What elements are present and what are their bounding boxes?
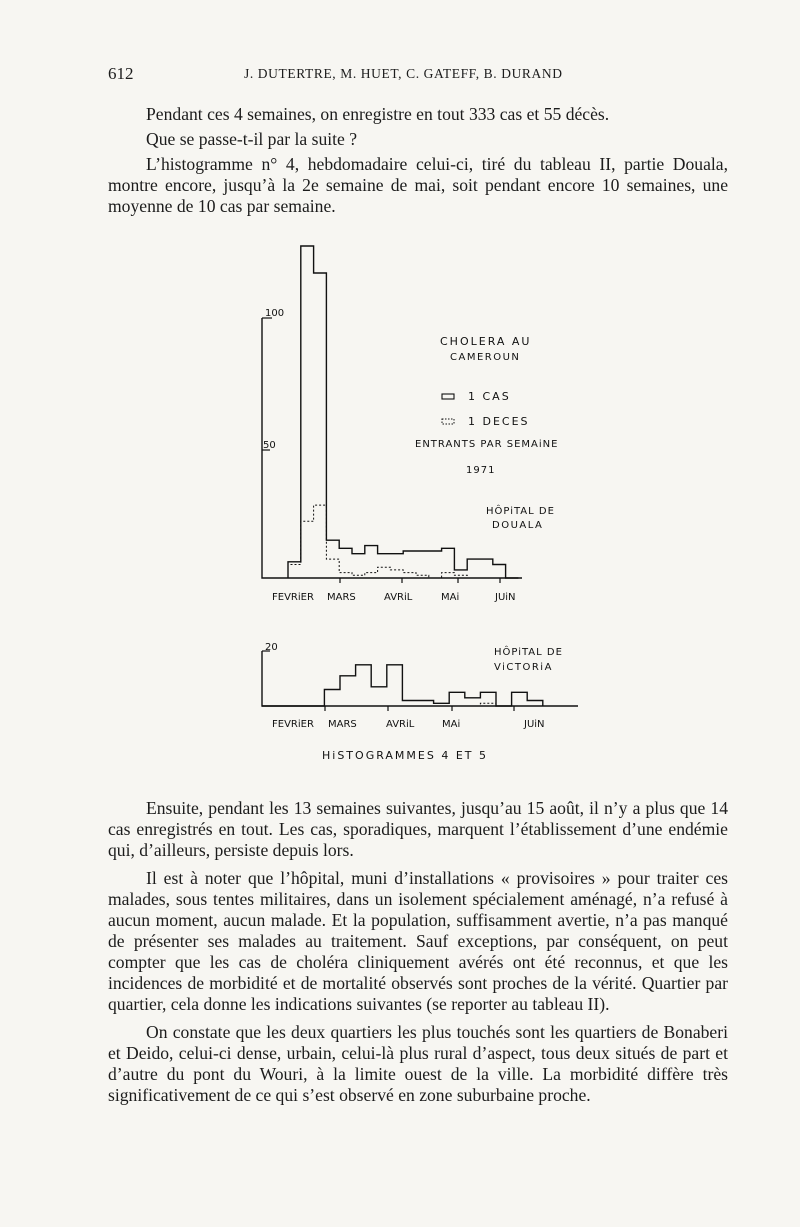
paragraph: L’histogramme n° 4, hebdomadaire celui-ci, tiré du tableau II, partie Douala, montre encore, jusqu’à la 2e semaine de mai, soit pendant encore 10 semaines, une moyenne de 10 cas par semaine. [108,154,728,216]
deaths-bar-week-8 [378,567,391,578]
cases-bar-week-7 [356,665,372,706]
x-tick-label-fevrier: FEVRiER [272,592,314,603]
x-tick-label-mai: MAi [442,719,461,730]
legend-deaths-swatch [442,419,454,424]
legend-year: 1971 [466,465,496,476]
deaths-bar-week-13 [442,573,455,578]
x-tick-label-mars: MARS [327,592,356,603]
cases-bar-week-8 [378,554,391,578]
legend-subtitle: ENTRANTS PAR SEMAiNE [415,439,559,450]
x-tick-label-juin: JUiN [495,592,516,603]
figure-caption: HiSTOGRAMMES 4 ET 5 [322,749,489,762]
cases-bar-week-13 [449,692,465,706]
x-tick-label-mars: MARS [328,719,357,730]
deaths-bar-week-4 [326,559,339,578]
cases-bar-week-11 [416,551,429,578]
body-text [108,798,728,1113]
cases-bar-week-18 [527,701,543,707]
deaths-bar-week-5 [339,573,352,578]
legend-title-line1: CHOLERA AU [440,335,532,348]
running-head: J. DUTERTRE, M. HUET, C. GATEFF, B. DURAND [244,66,563,81]
chart-victoria-title-line2: ViCTORiA [494,662,553,673]
paragraph: Il est à noter que l’hôpital, muni d’installations « provisoires » pour traiter ces malades, sous tentes militaires, dans un isolement spécialement aménagé, n’a refusé à aucun moment, aucun malade. Et la population, suffisamment avertie, n’a pas manqué de présenter ses malades au traitement. Sauf exceptions, par conséquent, on peut compter que les cas de choléra cliniquement avérés ont été reconnus, et que les incidences de morbidité et de mortalité observés sont proches de la vérité. Quartier par quartier, cela donne les indications suivantes (se reporter au tableau II). [108,868,728,1014]
cases-bar-week-14 [454,570,467,578]
page-number: 612 [108,64,134,83]
legend [415,335,558,476]
deaths-bar-week-1 [288,565,301,578]
deaths-series-outline [288,505,518,578]
chart-douala-x-ticks [340,578,500,583]
deaths-bar-week-2 [301,521,314,578]
legend-cases-label: 1 CAS [468,390,511,403]
cases-bar-week-11 [418,701,434,707]
paragraph: Que se passe-t-il par la suite ? [146,129,358,149]
deaths-bar-week-10 [403,573,416,578]
cases-bar-week-6 [340,676,356,706]
cases-bar-week-10 [403,551,416,578]
x-tick-label-mai: MAi [441,592,460,603]
cases-bar-week-9 [387,665,403,706]
x-tick-label-fevrier: FEVRiER [272,719,314,730]
cases-bar-week-10 [402,701,418,707]
chart-victoria-title-line1: HÔPiTAL DE [494,647,563,658]
cases-bar-week-15 [480,692,496,706]
cases-bar-week-12 [429,551,442,578]
chart-douala-title-line2: DOUALA [492,520,544,531]
cases-bar-week-9 [390,554,403,578]
cases-bar-week-17 [493,565,506,578]
cases-bar-week-7 [365,546,378,578]
chart-douala [262,246,558,603]
cases-bar-week-15 [467,559,480,578]
y-tick-label-20: 20 [265,642,278,653]
cases-bar-week-5 [339,548,352,578]
cases-bar-week-14 [465,698,481,706]
paragraph: Pendant ces 4 semaines, on enregistre en tout 333 cas et 55 décès. [146,104,610,124]
cases-bar-week-8 [371,687,387,706]
deaths-bar-week-9 [390,570,403,578]
x-tick-label-juin: JUiN [524,719,545,730]
chart-victoria-axes [262,651,578,706]
x-tick-label-avril: AVRiL [386,719,415,730]
cases-bar-week-2 [301,246,314,578]
paragraph: Ensuite, pendant les 13 semaines suivantes, jusqu’au 15 août, il n’y a plus que 14 cas enregistrés en tout. Les cas, sporadiques, marquent l’établissement d’une endémie qui, d’ailleurs, persiste depuis lors. [108,798,728,860]
paragraph: On constate que les deux quartiers les plus touchés sont les quartiers de Bonaberi et Deido, celui-ci dense, urbain, celui-là plus rural d’aspect, tous deux situés de part et d’autre du pont du Wouri, à la limite ouest de la ville. La morbidité diffère très significativement de ce qui s’est observé en zone suburbaine proche. [108,1022,728,1105]
legend-deaths-label: 1 DECES [468,415,530,428]
legend-cases-swatch [442,394,454,399]
chart-douala-deaths-series [288,505,518,578]
deaths-bar-week-7 [365,573,378,578]
cases-bar-week-13 [442,548,455,578]
y-tick-label-100: 100 [265,308,285,319]
chart-victoria [262,642,578,730]
x-tick-label-avril: AVRiL [384,592,413,603]
y-tick-label-50: 50 [263,440,276,451]
cases-bar-week-16 [480,559,493,578]
cases-bar-week-5 [324,690,340,707]
cases-bar-week-6 [352,554,365,578]
legend-title-line2: CAMEROUN [450,352,521,363]
chart-victoria-x-ticks [325,706,514,711]
chart-douala-title-line1: HÔPiTAL DE [486,506,555,517]
cases-bar-week-3 [314,273,327,578]
cases-bar-week-17 [512,692,528,706]
deaths-bar-week-3 [314,505,327,578]
